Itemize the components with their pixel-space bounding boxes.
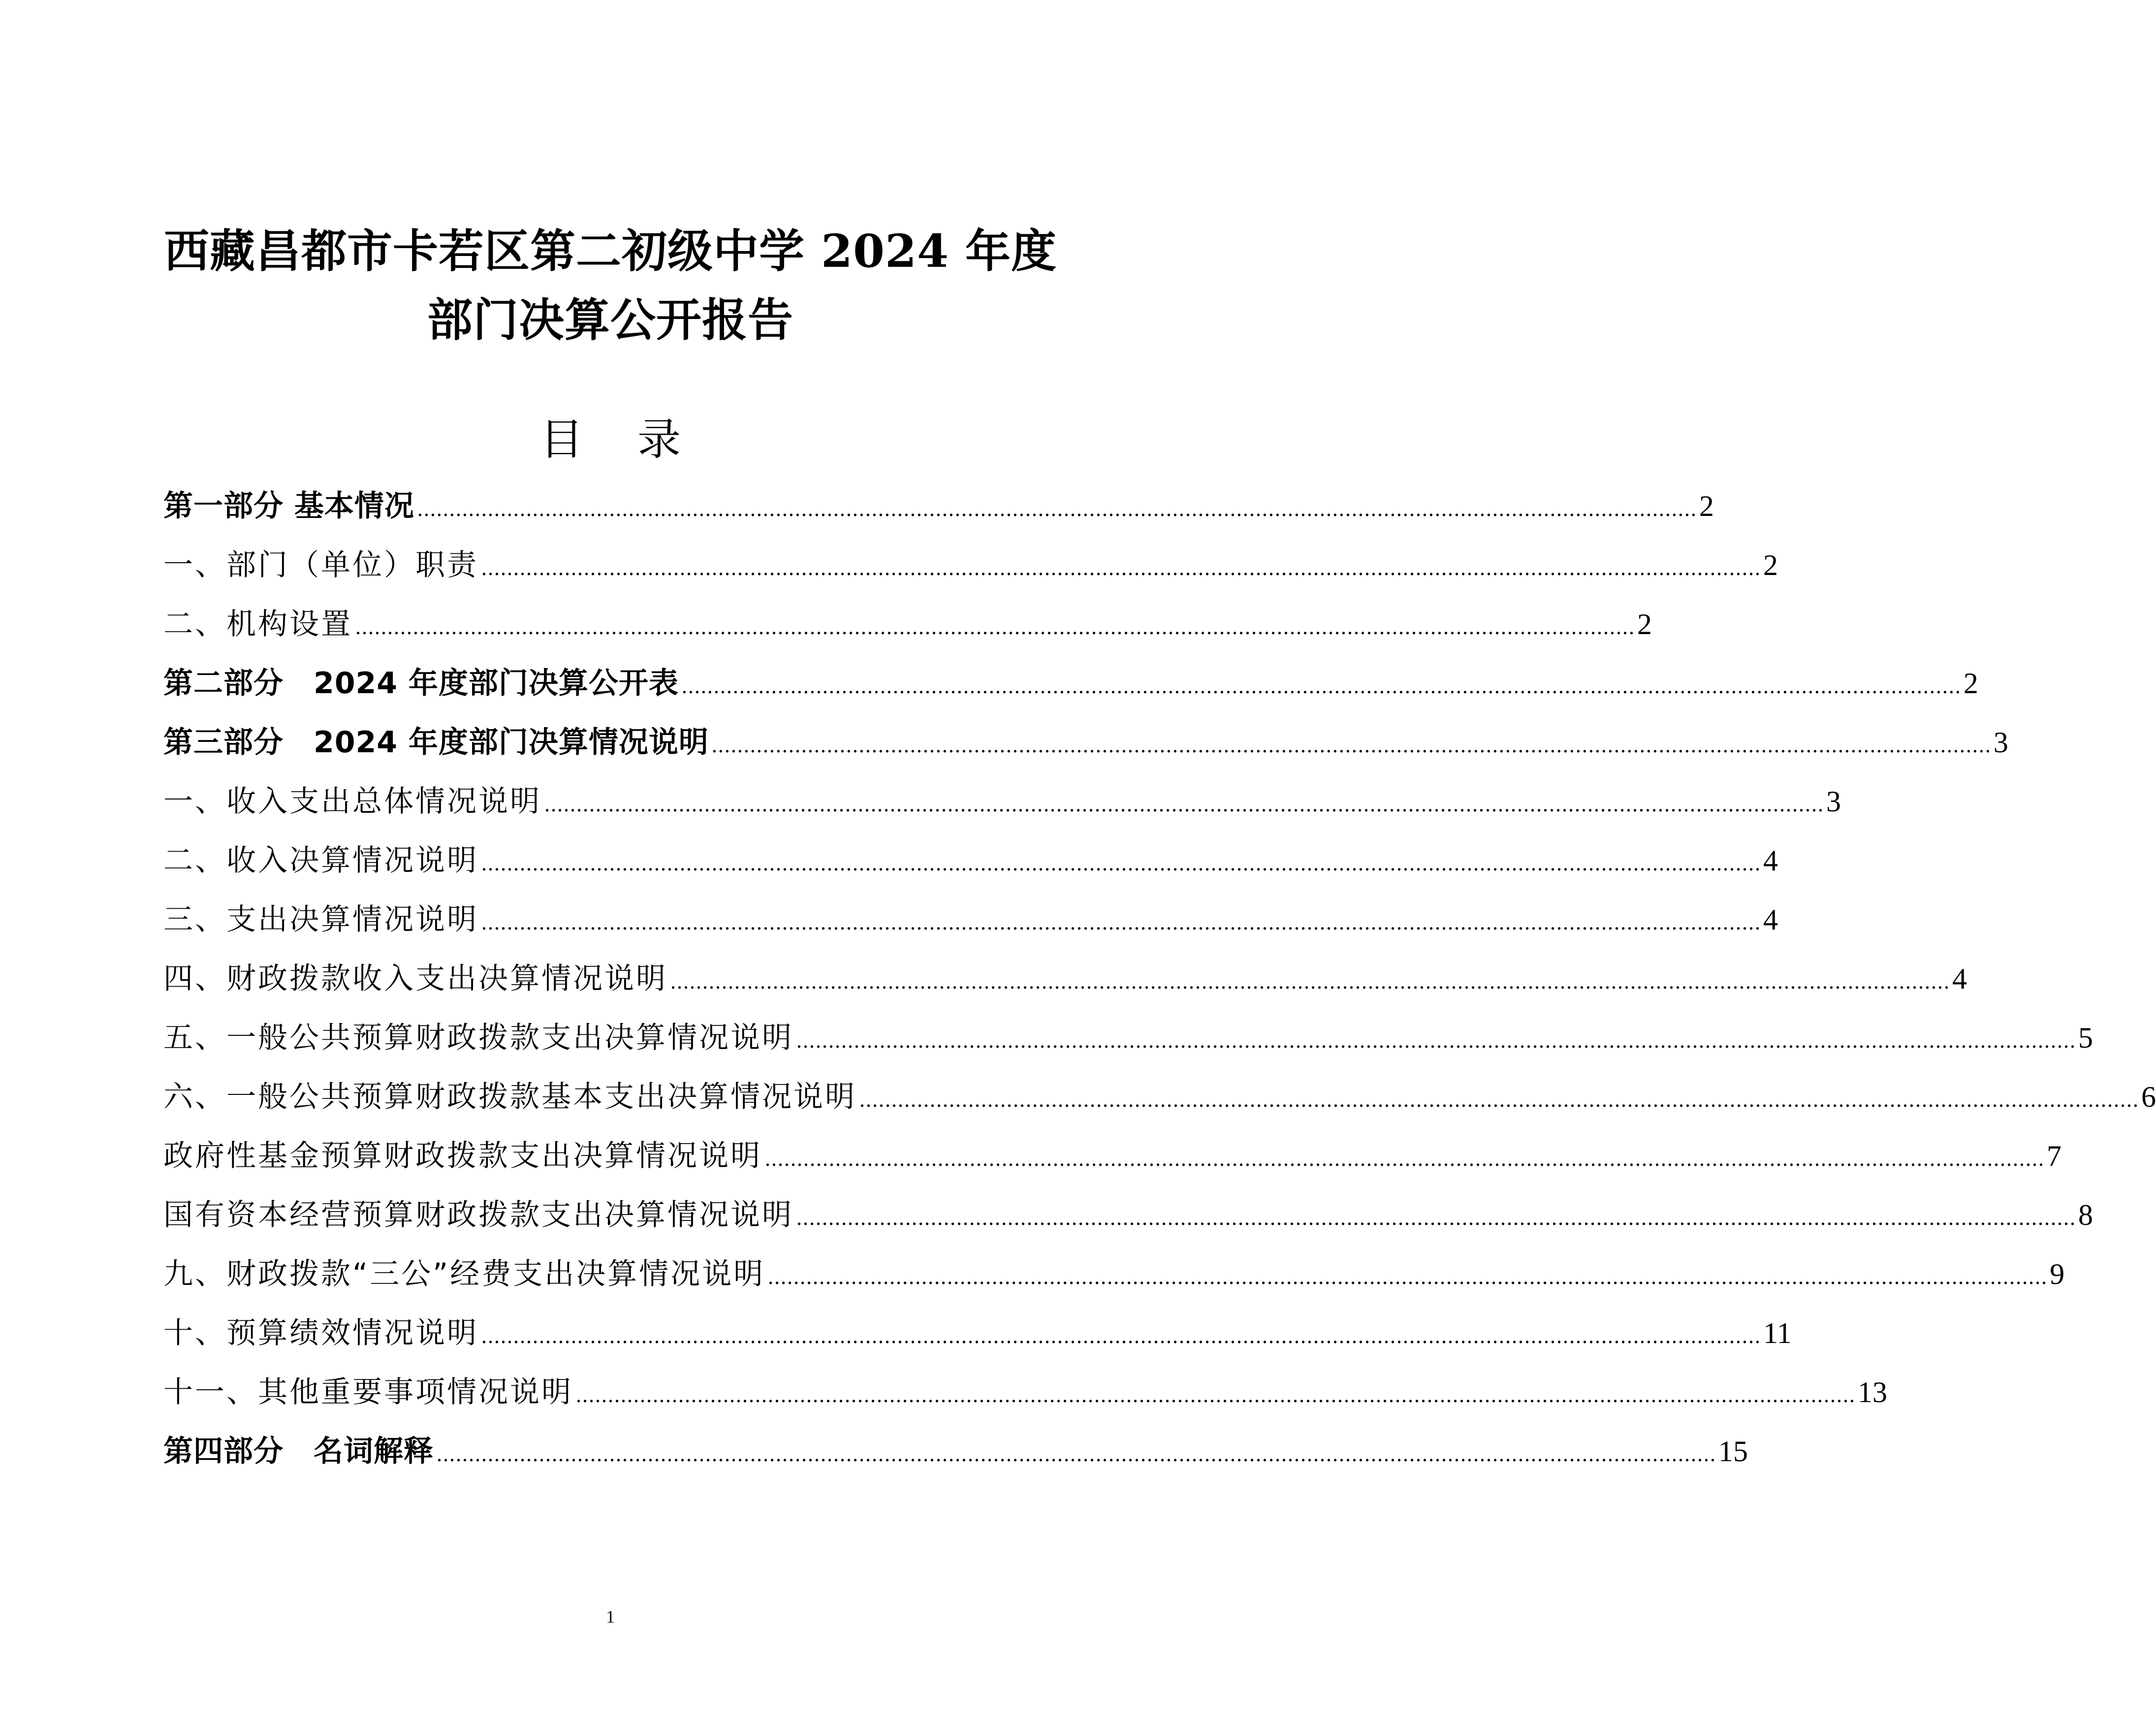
toc-entry[interactable] bbox=[163, 831, 1778, 890]
toc-entry[interactable] bbox=[163, 477, 1714, 536]
toc-entry-label: 国有资本经营预算财政拨款支出决算情况说明 bbox=[163, 1198, 793, 1232]
toc-entry-label: 九、财政拨款“三公”经费支出决算情况说明 bbox=[163, 1257, 765, 1291]
dot-leader: ........................................................................................................................................................................................................ bbox=[544, 792, 1824, 816]
toc-entry[interactable] bbox=[163, 1304, 1792, 1363]
dot-leader: ........................................................................................................................................................................................................ bbox=[481, 1324, 1761, 1348]
document-title-line-1: 西藏昌都市卡若区第二初级中学 2024 年度 bbox=[163, 224, 1057, 278]
toc-entry-label: 第四部分 名词解释 bbox=[163, 1434, 434, 1469]
dot-leader: ........................................................................................................................................................................................................ bbox=[796, 1028, 2076, 1053]
toc-entry-page: 2 bbox=[1699, 490, 1714, 522]
document-title-line-2: 部门决算公开报告 bbox=[427, 293, 793, 347]
toc-entry-page: 11 bbox=[1763, 1317, 1792, 1349]
toc-entry-label: 二、收入决算情况说明 bbox=[163, 843, 478, 878]
toc-entry[interactable] bbox=[163, 1245, 2065, 1304]
toc-entry[interactable] bbox=[163, 1422, 1748, 1481]
toc-entry-label: 三、支出决算情况说明 bbox=[163, 902, 478, 937]
toc-entry[interactable] bbox=[163, 949, 1967, 1008]
toc-entry-label: 一、部门（单位）职责 bbox=[163, 548, 478, 582]
toc-entry-label: 第三部分 2024 年度部门决算情况说明 bbox=[163, 725, 709, 760]
toc-entry[interactable] bbox=[163, 1008, 2093, 1067]
toc-entry-page: 3 bbox=[1826, 785, 1841, 818]
dot-leader: ........................................................................................................................................................................................................ bbox=[796, 1206, 2076, 1230]
dot-leader: ........................................................................................................................................................................................................ bbox=[576, 1383, 1856, 1407]
table-of-contents bbox=[163, 477, 2156, 1481]
toc-entry-page: 15 bbox=[1718, 1435, 1748, 1468]
toc-entry-label: 一、收入支出总体情况说明 bbox=[163, 784, 541, 819]
toc-entry-page: 7 bbox=[2047, 1140, 2061, 1172]
dot-leader: ........................................................................................................................................................................................................ bbox=[768, 1265, 2048, 1289]
dot-leader: ........................................................................................................................................................................................................ bbox=[481, 910, 1761, 934]
dot-leader: ........................................................................................................................................................................................................ bbox=[355, 615, 1635, 639]
toc-entry-page: 9 bbox=[2050, 1258, 2065, 1290]
toc-entry-label: 六、一般公共预算财政拨款基本支出决算情况说明 bbox=[163, 1080, 856, 1114]
toc-entry-page: 4 bbox=[1952, 962, 1967, 995]
toc-entry[interactable] bbox=[163, 654, 1978, 713]
toc-entry-label: 五、一般公共预算财政拨款支出决算情况说明 bbox=[163, 1021, 793, 1055]
toc-entry-label: 第一部分 基本情况 bbox=[163, 489, 414, 523]
toc-entry-page: 4 bbox=[1763, 903, 1778, 936]
toc-entry[interactable] bbox=[163, 1126, 2061, 1185]
toc-entry-label: 第二部分 2024 年度部门决算公开表 bbox=[163, 666, 679, 701]
toc-entry-label: 政府性基金预算财政拨款支出决算情况说明 bbox=[163, 1139, 762, 1173]
page-number: 1 bbox=[606, 1607, 615, 1627]
toc-entry[interactable] bbox=[163, 1185, 2093, 1245]
toc-entry[interactable] bbox=[163, 772, 1841, 831]
toc-entry-page: 2 bbox=[1637, 608, 1652, 640]
dot-leader: ........................................................................................................................................................................................................ bbox=[417, 497, 1697, 521]
dot-leader: ........................................................................................................................................................................................................ bbox=[670, 969, 1950, 993]
toc-entry-page: 8 bbox=[2078, 1199, 2093, 1231]
toc-entry-label: 十一、其他重要事项情况说明 bbox=[163, 1375, 573, 1409]
dot-leader: ........................................................................................................................................................................................................ bbox=[437, 1442, 1716, 1466]
toc-entry-page: 2 bbox=[1963, 667, 1978, 700]
toc-entry[interactable] bbox=[163, 595, 1652, 654]
toc-entry[interactable] bbox=[163, 1363, 1887, 1422]
toc-entry-label: 十、预算绩效情况说明 bbox=[163, 1316, 478, 1350]
toc-entry-page: 5 bbox=[2078, 1022, 2093, 1054]
toc-entry[interactable] bbox=[163, 1067, 2156, 1126]
toc-entry-page: 6 bbox=[2141, 1081, 2156, 1113]
toc-entry-page: 2 bbox=[1763, 549, 1778, 581]
toc-entry-page: 3 bbox=[1993, 726, 2008, 759]
toc-entry[interactable] bbox=[163, 713, 2008, 772]
dot-leader: ........................................................................................................................................................................................................ bbox=[481, 556, 1761, 580]
toc-entry[interactable] bbox=[163, 536, 1778, 595]
dot-leader: ........................................................................................................................................................................................................ bbox=[481, 851, 1761, 875]
toc-entry-label: 四、财政拨款收入支出决算情况说明 bbox=[163, 961, 667, 996]
dot-leader: ........................................................................................................................................................................................................ bbox=[681, 674, 1962, 698]
toc-entry[interactable] bbox=[163, 890, 1778, 949]
toc-entry-label: 二、机构设置 bbox=[163, 607, 352, 641]
toc-heading: 目录 bbox=[539, 414, 735, 465]
dot-leader: ........................................................................................................................................................................................................ bbox=[765, 1147, 2045, 1171]
dot-leader: ........................................................................................................................................................................................................ bbox=[711, 733, 1992, 757]
toc-entry-page: 13 bbox=[1858, 1376, 1887, 1408]
dot-leader: ........................................................................................................................................................................................................ bbox=[859, 1087, 2139, 1112]
toc-entry-page: 4 bbox=[1763, 844, 1778, 877]
